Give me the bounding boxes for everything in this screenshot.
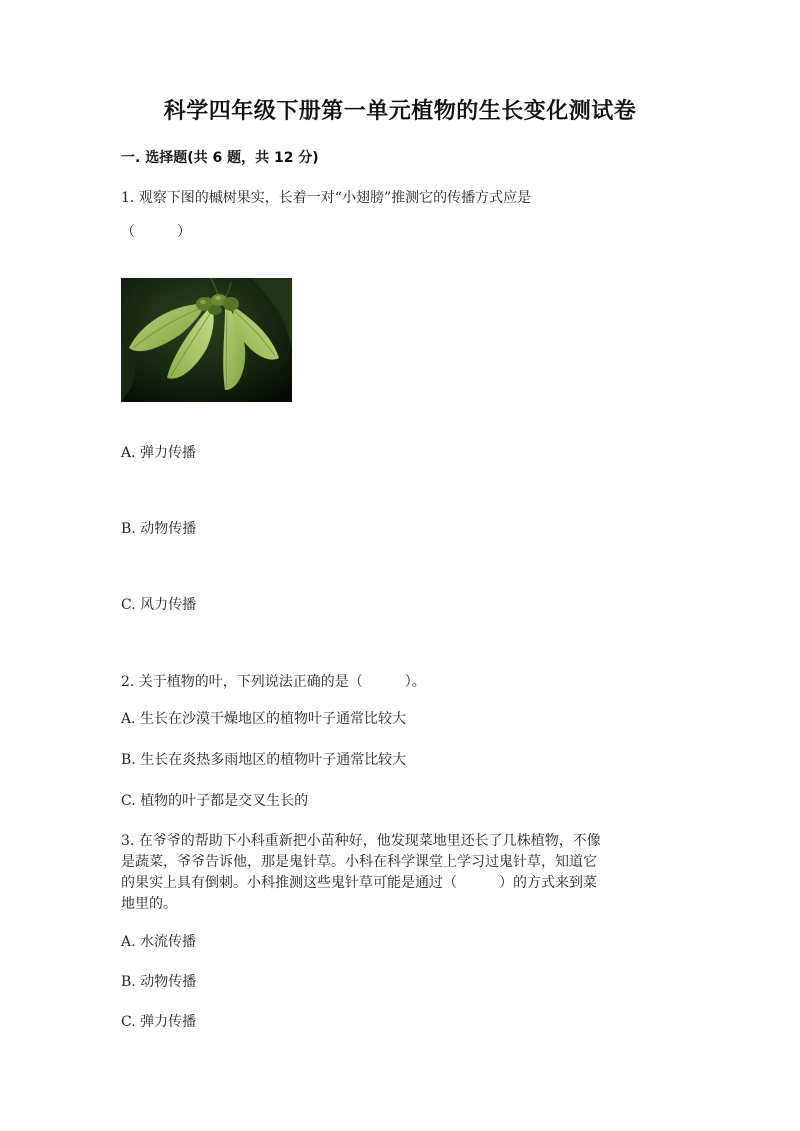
question-3-stem <box>121 831 661 915</box>
page-title: 科学四年级下册第一单元植物的生长变化测试卷 <box>163 99 637 124</box>
question-1-option-b[interactable]: B. 动物传播 <box>121 521 197 537</box>
question-3-stem-line-4: 地里的。 <box>121 896 177 912</box>
question-1-stem: 1. 观察下图的槭树果实，长着一对“小翅膀”推测它的传播方式应是 <box>121 190 532 206</box>
question-3-option-c[interactable]: C. 弹力传播 <box>121 1014 197 1030</box>
question-1-option-c[interactable]: C. 风力传播 <box>121 597 197 613</box>
question-2-option-c[interactable]: C. 植物的叶子都是交叉生长的 <box>121 793 309 809</box>
question-3-stem-line-2: 是蔬菜，爷爷告诉他，那是鬼针草。小科在科学课堂上学习过鬼针草，知道它 <box>121 854 597 870</box>
question-3-option-b[interactable]: B. 动物传播 <box>121 974 197 990</box>
question-3-stem-line-1: 3. 在爷爷的帮助下小科重新把小苗种好，他发现菜地里还长了几株植物，不像 <box>121 833 601 849</box>
question-2-stem: 2. 关于植物的叶，下列说法正确的是（ ）。 <box>121 674 426 690</box>
question-3-stem-line-3: 的果实上具有倒刺。小科推测这些鬼针草可能是通过（ ）的方式来到菜 <box>121 875 597 891</box>
section-heading: 一. 选择题(共 6 题，共 12 分) <box>121 150 319 166</box>
question-3-option-a[interactable]: A. 水流传播 <box>121 934 197 950</box>
question-2-option-b[interactable]: B. 生长在炎热多雨地区的植物叶子通常比较大 <box>121 752 407 768</box>
question-2-option-a[interactable]: A. 生长在沙漠干燥地区的植物叶子通常比较大 <box>121 711 407 727</box>
maple-samara-photo <box>121 278 292 402</box>
question-1-option-a[interactable]: A. 弹力传播 <box>121 445 197 461</box>
question-1-answer-blank: （ ） <box>121 224 191 240</box>
